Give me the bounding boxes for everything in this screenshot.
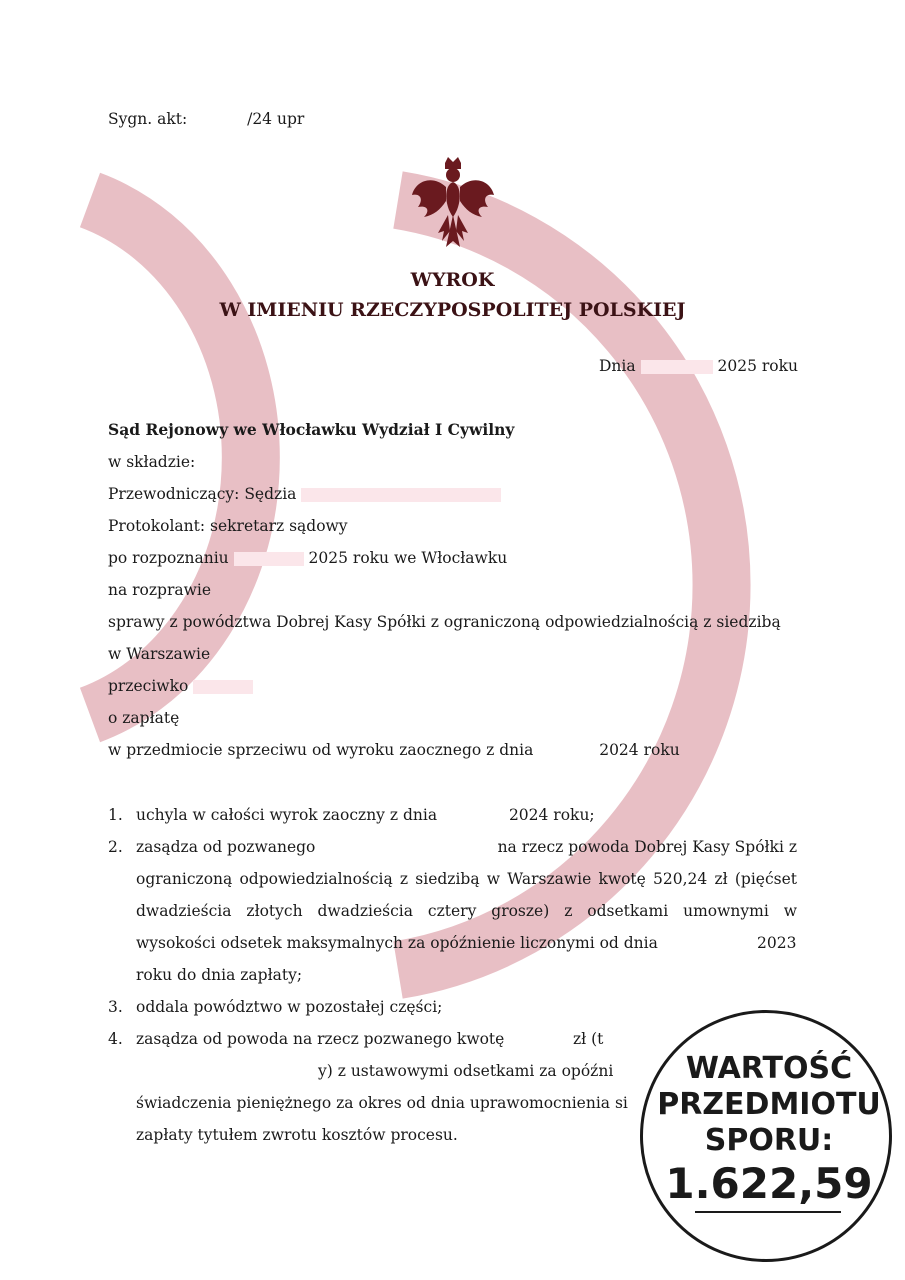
ruling-2-line4: wysokości odsetek maksymalnych za opóźnienie liczonymi od dnia <box>136 934 658 952</box>
objection-prefix: w przedmiocie sprzeciwu od wyroku zaocznego z dnia <box>108 741 534 759</box>
ruling-2-line1-right: na rzecz powoda Dobrej Kasy Spółki z <box>497 838 797 856</box>
ruling-4-line2: y) z ustawowymi odsetkami za opóźni <box>318 1062 614 1080</box>
stamp-underline <box>695 1211 841 1213</box>
objection-line <box>108 740 680 760</box>
case-description-line1: sprawy z powództwa Dobrej Kasy Spółki z ograniczoną odpowiedzialnością z siedzibą <box>108 613 781 631</box>
ruling-2-line5: roku do dnia zapłaty; <box>136 966 303 984</box>
judgment-date <box>599 356 798 376</box>
judge-redaction <box>301 488 501 502</box>
date-prefix: Dnia <box>599 357 636 375</box>
ruling-number-2: 2. <box>108 838 123 856</box>
date-redaction <box>641 360 713 374</box>
ruling-4-line4: zapłaty tytułem zwrotu kosztów procesu. <box>136 1126 458 1144</box>
ruling-2-line1-left: zasądza od pozwanego <box>136 838 316 856</box>
objection-suffix: 2024 roku <box>599 741 680 759</box>
subject-line: o zapłatę <box>108 709 180 727</box>
stamp-line-1: WARTOŚĆ <box>685 1051 853 1086</box>
ruling-number-1: 1. <box>108 806 123 824</box>
court-name: Sąd Rejonowy we Włocławku Wydział I Cywilny <box>108 420 515 439</box>
document-title: WYROK <box>410 269 495 291</box>
case-number <box>108 109 304 129</box>
ruling-4-line1-tail: zł (t <box>573 1030 604 1048</box>
hearing-redaction <box>234 552 304 566</box>
ruling-2-line4-year: 2023 <box>757 934 797 952</box>
case-description-line2: w Warszawie <box>108 645 211 663</box>
ruling-3-text: oddala powództwo w pozostałej części; <box>136 998 443 1016</box>
hearing-suffix: 2025 roku we Włocławku <box>308 549 508 567</box>
ruling-number-3: 3. <box>108 998 123 1016</box>
ruling-2-line2: ograniczoną odpowiedzialnością z siedzibą w Warszawie kwotę 520,24 zł (pięćset <box>136 870 797 888</box>
against-label: przeciwko <box>108 677 189 695</box>
stamp-line-2: PRZEDMIOTU <box>657 1087 881 1122</box>
hearing-line <box>108 548 507 568</box>
hearing-prefix: po rozpoznaniu <box>108 549 229 567</box>
ruling-2-line3: dwadzieścia złotych dwadzieścia cztery grosze) z odsetkami umownymi w <box>136 902 797 920</box>
clerk-label: Protokolant: sekretarz sądowy <box>108 517 348 535</box>
ruling-4-line3: świadczenia pieniężnego za okres od dnia uprawomocnienia si <box>136 1094 628 1112</box>
ruling-number-4: 4. <box>108 1030 123 1048</box>
judge-line <box>108 484 501 504</box>
defendant-redaction <box>193 680 253 694</box>
stamp-value: 1.622,59 <box>665 1159 873 1208</box>
against-line <box>108 676 253 696</box>
judge-label: Przewodniczący: Sędzia <box>108 485 297 503</box>
date-suffix: 2025 roku <box>717 357 798 375</box>
ruling-1-line-a: uchyla w całości wyrok zaoczny z dnia <box>136 806 438 824</box>
ruling-1-line-b: 2024 roku; <box>508 806 595 824</box>
document-subtitle: W IMIENIU RZECZYPOSPOLITEJ POLSKIEJ <box>219 299 686 321</box>
dispute-value-stamp <box>640 1010 892 1262</box>
stamp-line-3: SPORU: <box>704 1123 834 1158</box>
ruling-4-line1: zasądza od powoda na rzecz pozwanego kwotę <box>136 1030 505 1048</box>
clerk-line <box>108 516 348 536</box>
case-number-label: Sygn. akt: <box>108 110 188 128</box>
court-composition: w składzie: <box>108 453 196 471</box>
case-number-suffix: /24 upr <box>247 110 305 128</box>
trial-line: na rozprawie <box>108 581 212 599</box>
ruling-1-text <box>136 805 595 825</box>
polish-eagle-emblem <box>408 155 498 255</box>
